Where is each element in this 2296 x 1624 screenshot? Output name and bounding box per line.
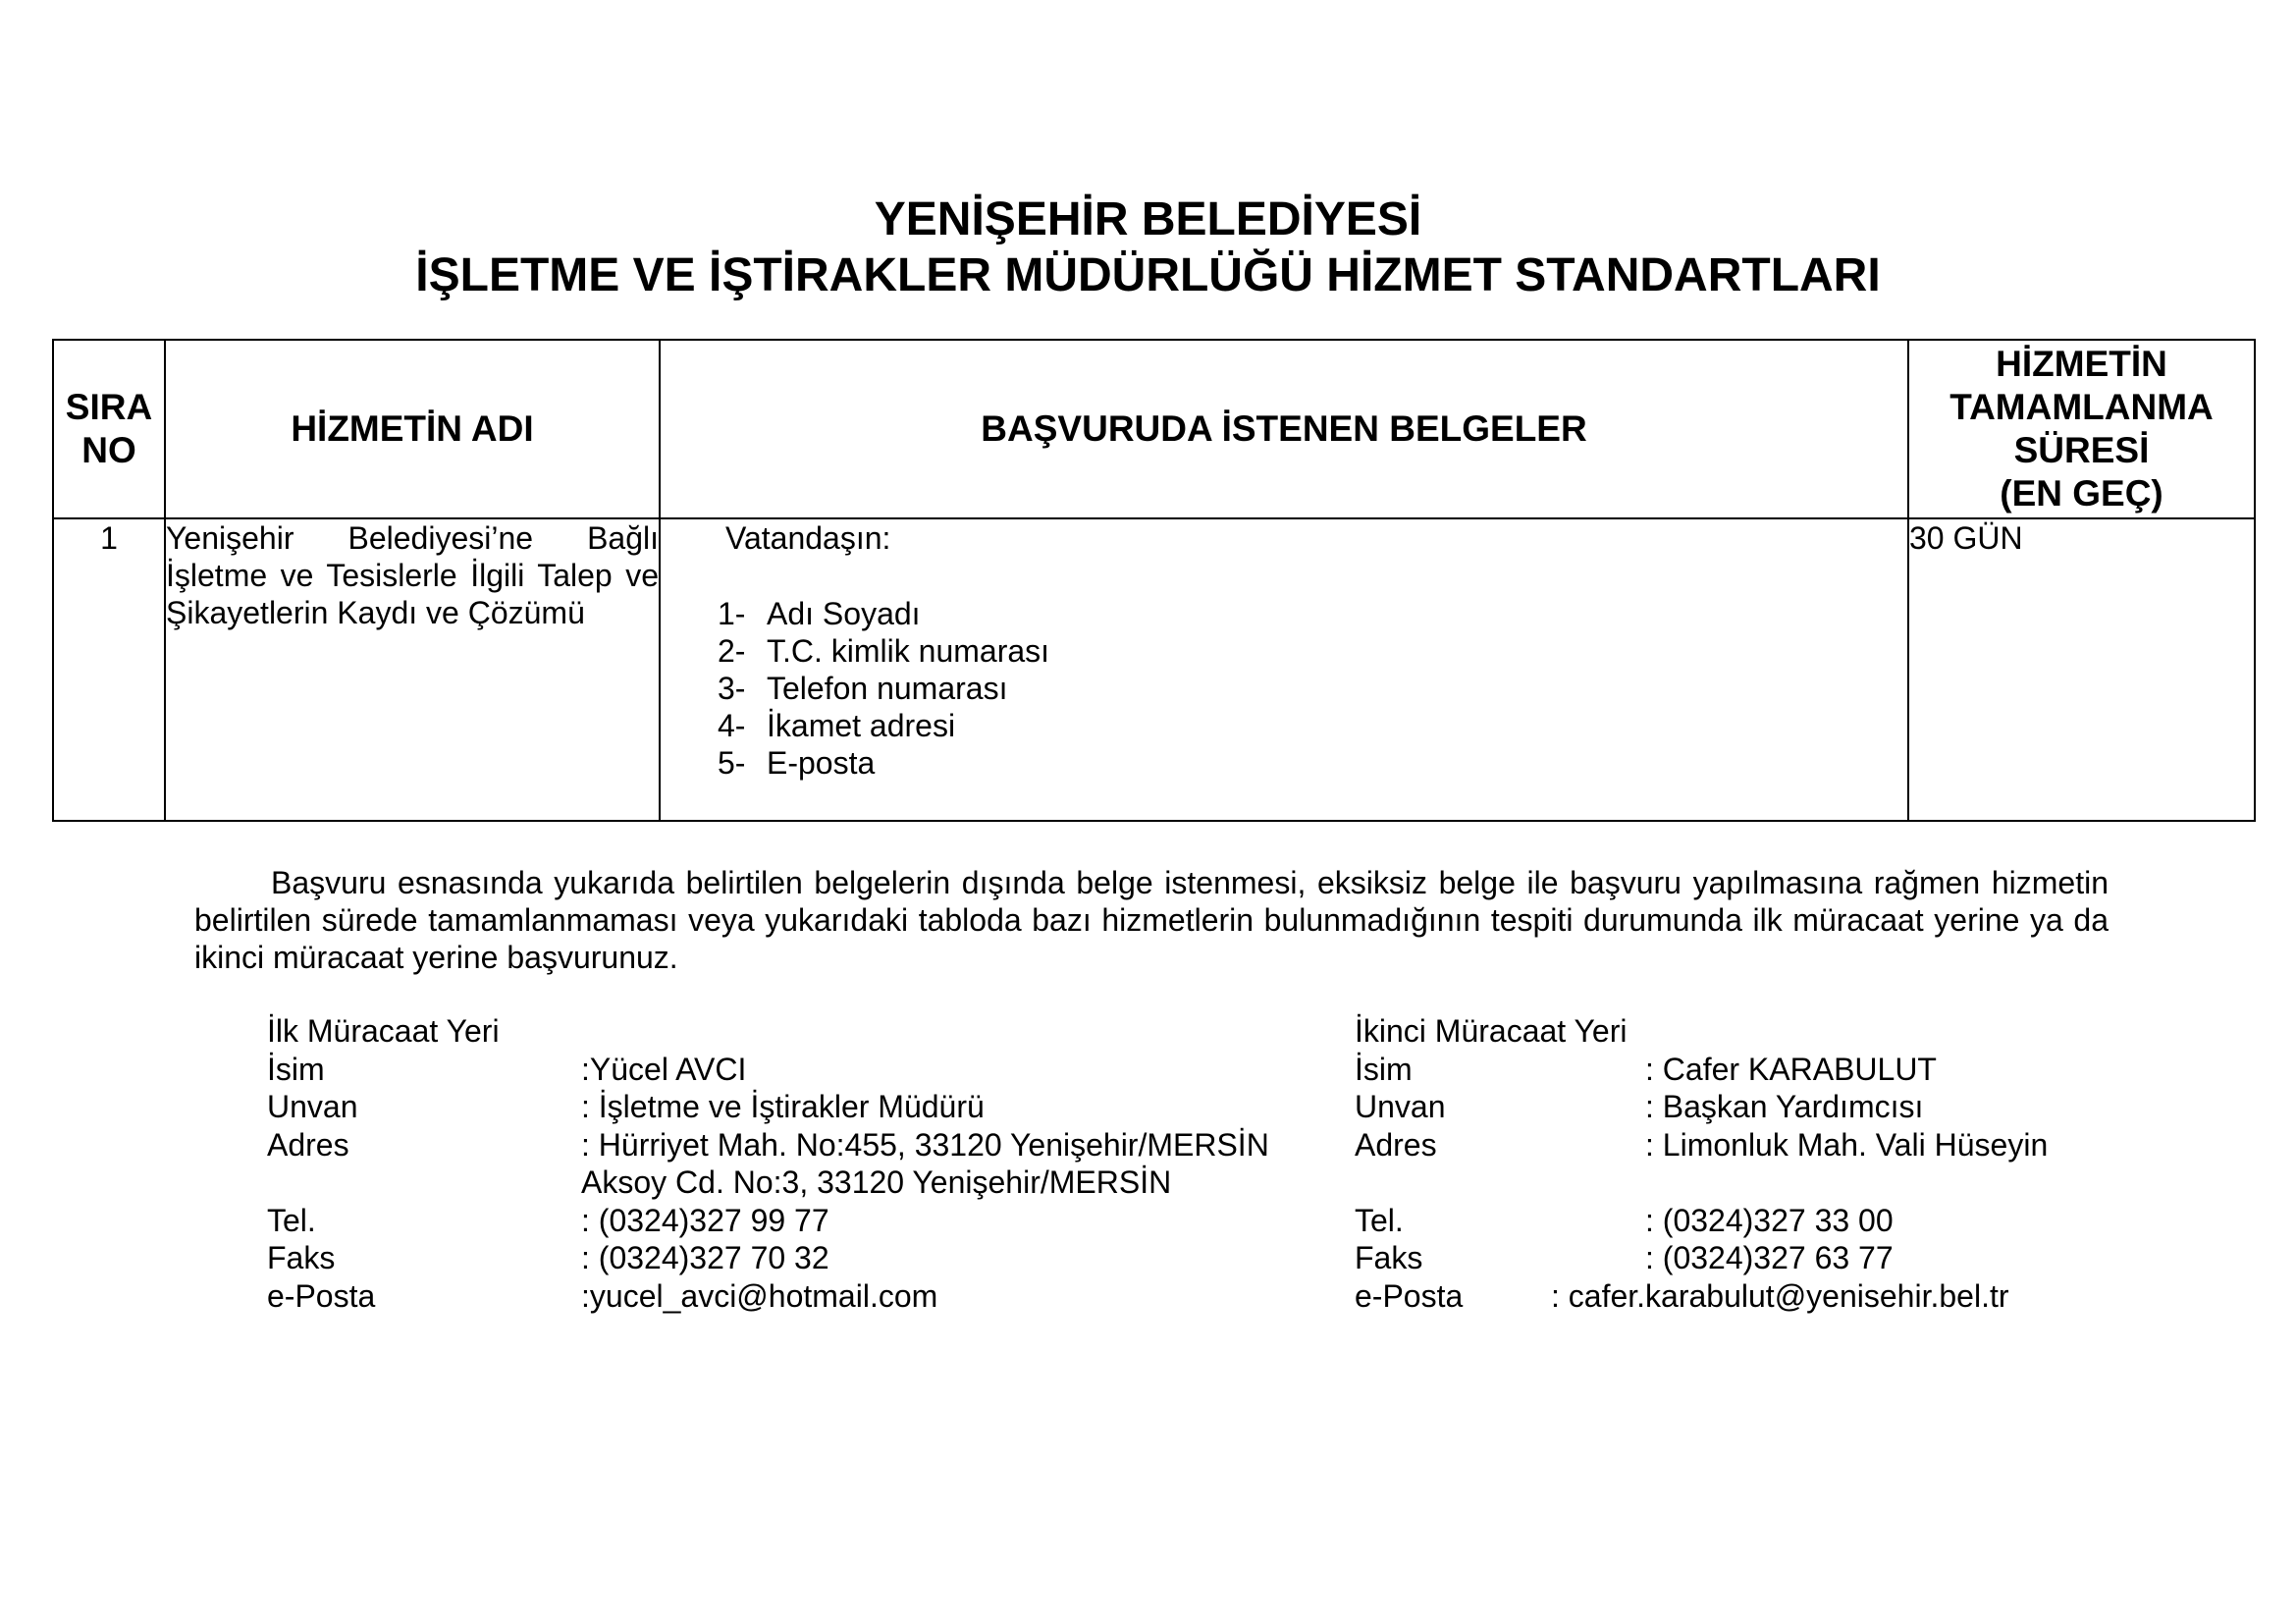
cell-tamamlanma-suresi: 30 GÜN	[1908, 518, 2255, 821]
tel-label: Tel.	[1355, 1202, 1404, 1238]
adres-value: : Limonluk Mah. Vali Hüseyin	[1645, 1126, 2049, 1163]
adres-value: : Hürriyet Mah. No:455, 33120 Yenişehir/MERSİN	[581, 1126, 1269, 1163]
contact-heading: İlk Müracaat Yeri	[267, 1013, 500, 1049]
eposta-label: e-Posta	[267, 1277, 376, 1314]
isim-label: İsim	[1355, 1051, 1413, 1087]
header-sure-line4: (EN GEÇ)	[2000, 473, 2163, 514]
contact-first-application	[267, 1012, 1269, 1315]
cell-belgeler	[660, 518, 1908, 821]
isim-value: :Yücel AVCI	[581, 1051, 747, 1087]
faks-value: : (0324)327 63 77	[1645, 1240, 1894, 1275]
list-item: 4- İkamet adresi	[718, 708, 956, 743]
faks-label: Faks	[1355, 1240, 1423, 1275]
faks-label: Faks	[267, 1240, 336, 1275]
adres-label: Adres	[267, 1126, 349, 1163]
tel-value: : (0324)327 99 77	[581, 1202, 829, 1238]
header-belgeler: BAŞVURUDA İSTENEN BELGELER	[660, 340, 1908, 518]
belgeler-intro: Vatandaşın:	[725, 520, 891, 556]
header-sure-line3: SÜRESİ	[2013, 430, 2150, 470]
header-tamamlanma-suresi	[1908, 340, 2255, 518]
adres-value-continued: Aksoy Cd. No:3, 33120 Yenişehir/MERSİN	[581, 1164, 1172, 1200]
notice-text: Başvuru esnasında yukarıda belirtilen belgelerin dışında belge istenmesi, eksiksiz belge ile başvuru yapılmasına rağmen hizmetin belirtilen sürede tamamlanmaması veya yukarıdaki tabloda bazı hizmetlerin bulunmadığının tespiti durumunda ilk müracaat yerine ya da ikinci müracaat yerine başvurunuz.	[194, 865, 2109, 975]
header-sira-no	[53, 340, 165, 518]
document-title-line1: YENİŞEHİR BELEDİYESİ	[874, 193, 1422, 245]
adres-label: Adres	[1355, 1126, 1437, 1163]
table-row	[53, 518, 2255, 821]
unvan-label: Unvan	[267, 1089, 358, 1124]
header-hizmet-adi: HİZMETİN ADI	[165, 340, 660, 518]
list-item: 5- E-posta	[718, 745, 876, 781]
unvan-value: : İşletme ve İştirakler Müdürü	[581, 1089, 985, 1124]
document-title-line2: İŞLETME VE İŞTİRAKLER MÜDÜRLÜĞÜ HİZMET STANDARTLARI	[415, 249, 1881, 301]
list-item: 3- Telefon numarası	[718, 671, 1008, 706]
isim-value: : Cafer KARABULUT	[1645, 1051, 1937, 1087]
header-sure-line1: HİZMETİN	[1996, 344, 2167, 384]
tel-value: : (0324)327 33 00	[1645, 1202, 1894, 1238]
faks-value: : (0324)327 70 32	[581, 1240, 829, 1275]
belgeler-list	[718, 595, 1049, 782]
eposta-value: :yucel_avci@hotmail.com	[581, 1277, 938, 1314]
notice-paragraph	[194, 864, 2109, 976]
header-sira-line2: NO	[81, 430, 136, 470]
header-sira-line1: SIRA	[65, 387, 153, 427]
list-item: 2- T.C. kimlik numarası	[718, 633, 1050, 669]
eposta-label: e-Posta	[1355, 1277, 1464, 1314]
cell-sira: 1	[53, 518, 165, 821]
unvan-value: : Başkan Yardımcısı	[1645, 1089, 1924, 1124]
cell-hizmet-adi: Yenişehir Belediyesi’ne Bağlı İşletme ve Tesislerle İlgili Talep ve Şikayetlerin Kaydı ve Çözümü	[165, 518, 660, 821]
unvan-label: Unvan	[1355, 1089, 1446, 1124]
contact-heading: İkinci Müracaat Yeri	[1355, 1013, 1628, 1049]
isim-label: İsim	[267, 1051, 325, 1087]
header-sure-line2: TAMAMLANMA	[1949, 387, 2214, 427]
contact-second-application	[1355, 1012, 2048, 1315]
table-header-row	[53, 340, 2255, 518]
service-standards-table	[52, 339, 2256, 822]
tel-label: Tel.	[267, 1202, 316, 1238]
eposta-value: : cafer.karabulut@yenisehir.bel.tr	[1551, 1277, 2009, 1314]
list-item: 1- Adı Soyadı	[718, 596, 921, 631]
